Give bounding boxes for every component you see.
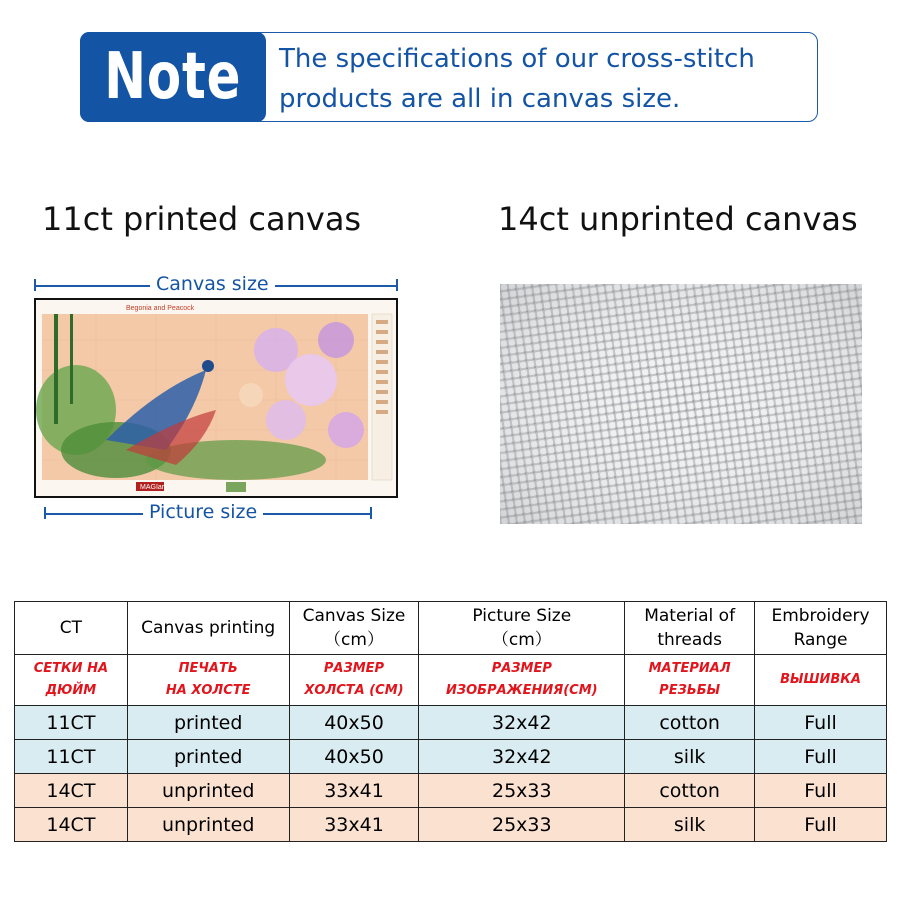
cell-printing: printed: [127, 706, 289, 740]
header-cell: Canvas printing: [127, 602, 289, 655]
cell-canvas-size: 40x50: [289, 740, 419, 774]
russian-cell: РАЗМЕР ХОЛСТА (СМ): [289, 655, 419, 706]
cell-range: Full: [755, 740, 887, 774]
russian-cell: МАТЕРИАЛ РЕЗЬБЫ: [625, 655, 755, 706]
cell-canvas-size: 33x41: [289, 808, 419, 842]
header-row: [15, 602, 887, 655]
cell-printing: printed: [127, 740, 289, 774]
cell-canvas-size: 33x41: [289, 774, 419, 808]
pattern-brand: MAGIart: [140, 484, 167, 491]
unprinted-canvas-title: 14ct unprinted canvas: [498, 200, 858, 238]
note-banner: [80, 32, 818, 122]
cell-picture-size: 32x42: [419, 740, 625, 774]
russian-cell: ВЫШИВКА: [755, 655, 887, 706]
header-cell: Picture Size （cm）: [419, 602, 625, 655]
cell-range: Full: [755, 808, 887, 842]
pattern-title: Begonia and Peacock: [126, 305, 195, 312]
cell-ct: 14CT: [15, 774, 128, 808]
russian-cell: ПЕЧАТЬ НА ХОЛСТЕ: [127, 655, 289, 706]
header-cell: Material of threads: [625, 602, 755, 655]
russian-cell: СЕТКИ НА ДЮЙМ: [15, 655, 128, 706]
note-text: [279, 39, 809, 119]
aida-cloth-texture: [500, 284, 862, 524]
cell-printing: unprinted: [127, 774, 289, 808]
cell-picture-size: 32x42: [419, 706, 625, 740]
russian-header-row: [15, 655, 887, 706]
table-row: [15, 808, 887, 842]
table-row: [15, 740, 887, 774]
pattern-illustration: [36, 300, 396, 496]
spec-table: [14, 601, 887, 842]
cell-material: cotton: [625, 706, 755, 740]
russian-cell: РАЗМЕР ИЗОБРАЖЕНИЯ(СМ): [419, 655, 625, 706]
dim-tick-right: [396, 279, 398, 291]
header-cell: Embroidery Range: [755, 602, 887, 655]
printed-canvas-image: [34, 298, 398, 498]
cell-range: Full: [755, 774, 887, 808]
note-badge: Note: [80, 32, 266, 122]
cell-ct: 11CT: [15, 706, 128, 740]
table-row: [15, 774, 887, 808]
cell-picture-size: 25x33: [419, 774, 625, 808]
header-cell: Canvas Size （cm）: [289, 602, 419, 655]
cell-picture-size: 25x33: [419, 808, 625, 842]
dim-tick-right: [370, 507, 372, 519]
cell-canvas-size: 40x50: [289, 706, 419, 740]
printed-canvas-title: 11ct printed canvas: [42, 200, 362, 238]
cell-range: Full: [755, 706, 887, 740]
note-line-2: products are all in canvas size.: [279, 84, 681, 114]
cell-material: cotton: [625, 774, 755, 808]
table-row: [15, 706, 887, 740]
cell-material: silk: [625, 808, 755, 842]
cell-ct: 11CT: [15, 740, 128, 774]
unprinted-canvas-image: [500, 284, 862, 524]
canvas-size-label: Canvas size: [150, 273, 275, 295]
note-line-1: The specifications of our cross-stitch: [279, 44, 755, 74]
cell-material: silk: [625, 740, 755, 774]
cell-ct: 14CT: [15, 808, 128, 842]
header-cell: CT: [15, 602, 128, 655]
picture-size-label: Picture size: [143, 501, 263, 523]
cell-printing: unprinted: [127, 808, 289, 842]
